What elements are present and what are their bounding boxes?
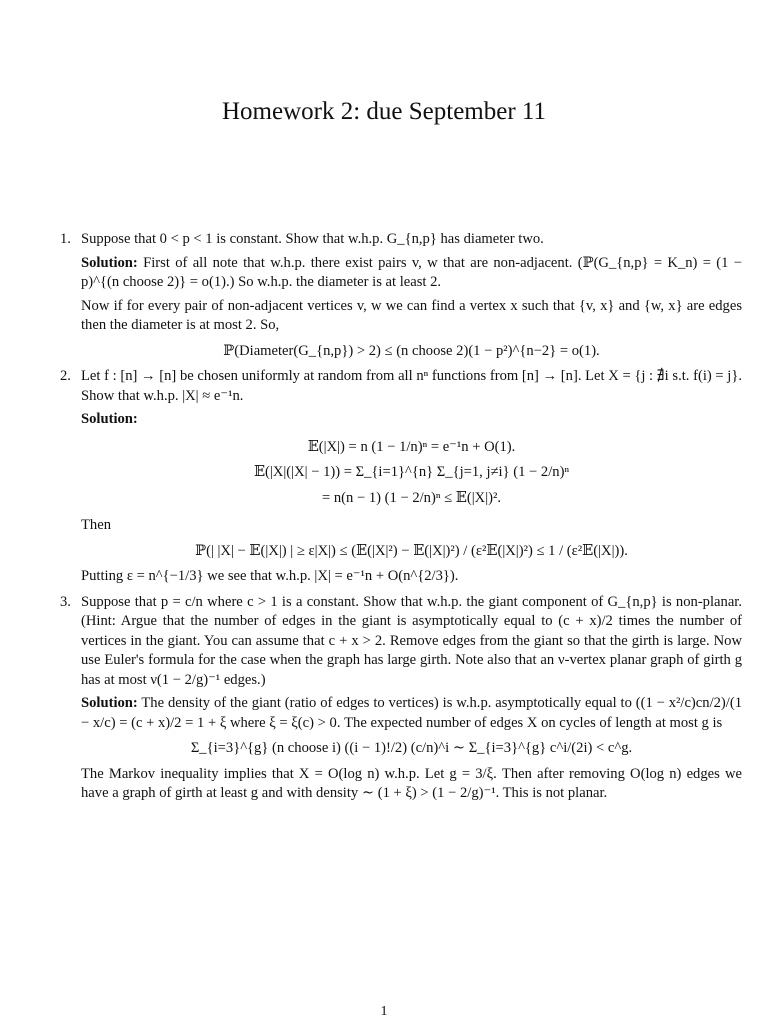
problem-number: 1. <box>60 231 71 247</box>
conclusion-text: Putting ε = n^{−1/3} we see that w.h.p. |X| = e⁻¹n + O(n^{2/3}). <box>81 568 459 584</box>
display-equation: 𝔼(|X|) = n (1 − 1/n)ⁿ = e⁻¹n + O(1). <box>307 438 516 455</box>
page-title: Homework 2: due September 11 <box>222 98 546 125</box>
problem-1 <box>60 230 742 361</box>
solution-label: Solution: <box>81 411 138 427</box>
solution-paragraph: Now if for every pair of non-adjacent vertices v, w we can find a vertex x such that {v, x} and {w, x} are edges then the diameter is at most 2. So, <box>81 297 742 333</box>
solution-text: The density of the giant (ratio of edges to vertices) is w.h.p. asymptotically equal to ((1 − x²/c)cn/2)/(1 − x/c) = (c + x)/2 = 1 + ξ where ξ = ξ(c) > 0. The expected number of edges X on cycles of length at most g is <box>81 695 742 731</box>
problem-2 <box>60 367 742 587</box>
solution-paragraph <box>81 694 742 733</box>
problem-number: 2. <box>60 368 71 384</box>
display-equation: = n(n − 1) (1 − 2/n)ⁿ ≤ 𝔼(|X|)². <box>321 489 501 506</box>
problem-statement: Suppose that p = c/n where c > 1 is a constant. Show that w.h.p. the giant component of G_{n,p} is non-planar. (Hint: Argue that the number of edges in the giant is asymptotically equal to (c + x)/2 times the number of vertices in the giant. You can assume that c + x > 2. Remove edges from the giant so that the girth is large. Now use Euler's formula for the case when the graph has large girth. Note also that an ν-vertex planar graph of girth g has at most ν(1 − 2/g)⁻¹ edges.) <box>81 593 742 688</box>
problem-number: 3. <box>60 593 71 610</box>
solution-label: Solution: <box>81 254 138 271</box>
display-equation: 𝔼(|X|(|X| − 1)) = Σ_{i=1}^{n} Σ_{j=1, j≠i} (1 − 2/n)ⁿ <box>253 464 570 480</box>
solution-label: Solution: <box>81 695 138 711</box>
solution-paragraph <box>81 410 742 430</box>
problem-3 <box>60 593 742 804</box>
solution-paragraph: The Markov inequality implies that X = O(log n) w.h.p. Let g = 3/ξ. Then after removing O(log n) edges we have a graph of girth at least g and with density ∼ (1 + ξ) > (1 − 2/g)⁻¹. This is not planar. <box>81 765 742 801</box>
page-number: 1 <box>380 1004 388 1019</box>
display-equation: ℙ(| |X| − 𝔼(|X|) | ≥ ε|X|) ≤ (𝔼(|X|²) − 𝔼(|X|)²) / (ε²𝔼(|X|)²) ≤ 1 / (ε²𝔼(|X|)). <box>195 542 628 559</box>
problem-statement: Suppose that 0 < p < 1 is constant. Show that w.h.p. G_{n,p} has diameter two. <box>81 231 544 247</box>
problem-list <box>60 230 742 810</box>
equation-block <box>81 438 742 509</box>
then-label: Then <box>81 517 111 533</box>
display-equation: Σ_{i=3}^{g} (n choose i) ((i − 1)!/2) (c/n)^i ∼ Σ_{i=3}^{g} c^i/(2i) < c^g. <box>190 740 633 756</box>
problem-statement: Let f : [n] → [n] be chosen uniformly at random from all nⁿ functions from [n] → [n]. Let X = {j : ∄i s.t. f(i) = j}. Show that w.h.p. |X| ≈ e⁻¹n. <box>81 368 742 404</box>
display-equation: ℙ(Diameter(G_{n,p}) > 2) ≤ (n choose 2)(1 − p²)^{n−2} = o(1). <box>223 342 600 359</box>
solution-paragraph <box>81 254 742 293</box>
solution-text: First of all note that w.h.p. there exist pairs v, w that are non-adjacent. (ℙ(G_{n,p} = K_n) = (1 − p)^{(n choose 2)} = o(1).) So w.h.p. the diameter is at least 2. <box>81 254 743 290</box>
